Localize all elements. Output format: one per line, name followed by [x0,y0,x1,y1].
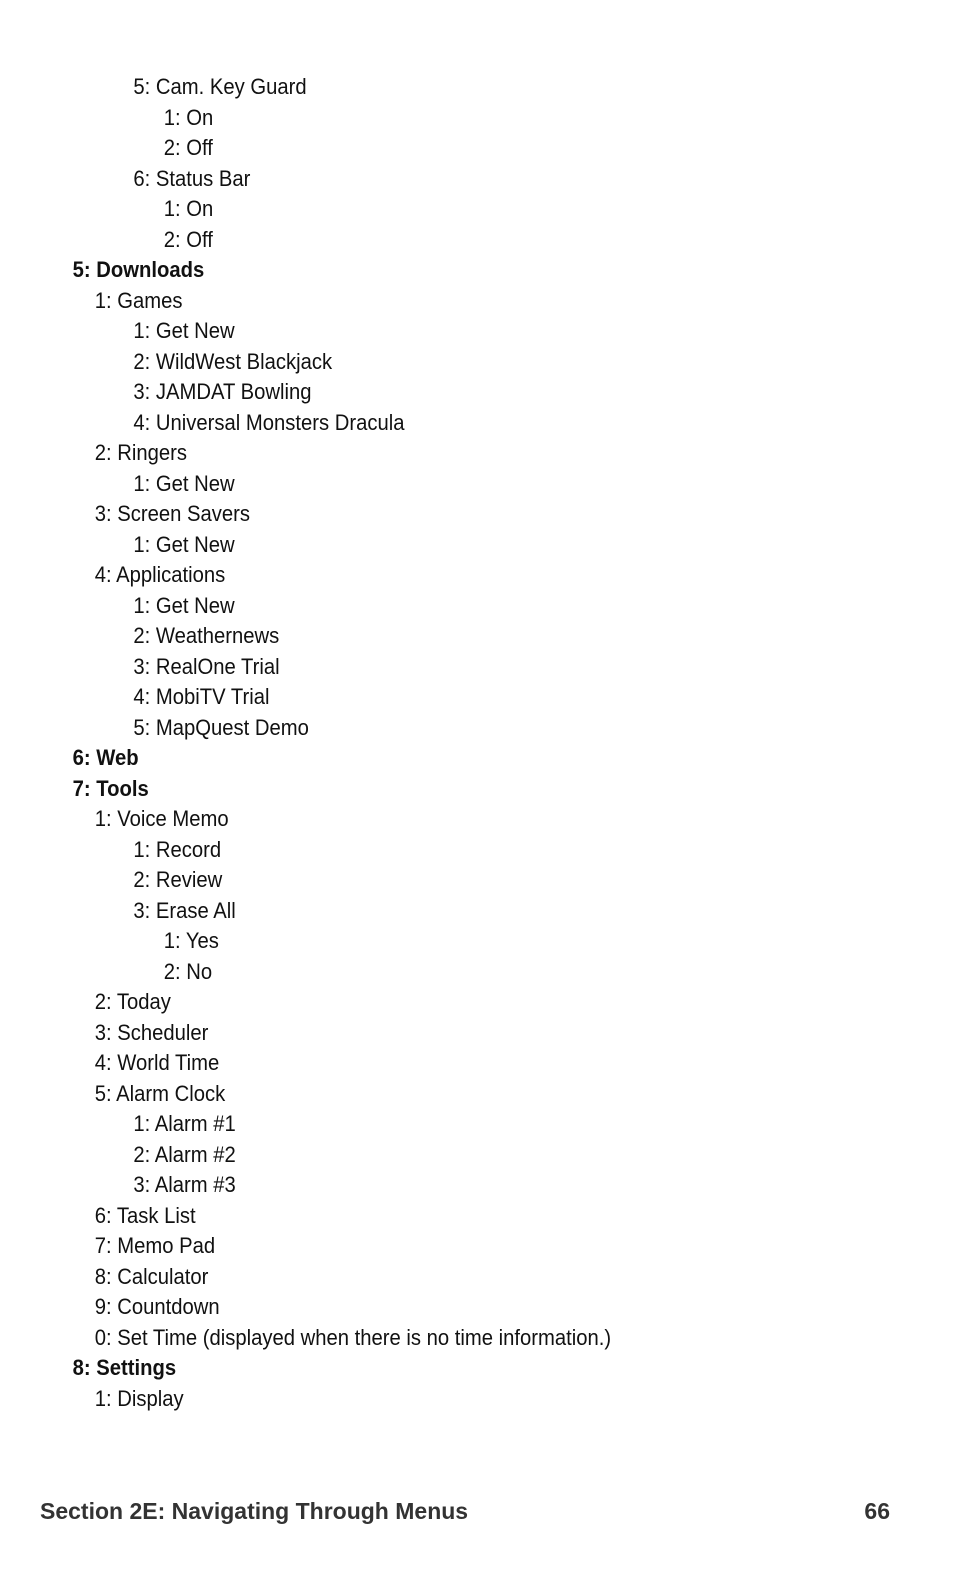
menu-item: 4: Applications [94,562,226,587]
menu-heading: 6: Web [72,745,139,770]
menu-item: 9: Countdown [94,1294,220,1319]
menu-item: 1: Display [94,1385,184,1411]
page-footer [40,1494,890,1528]
menu-item: 0: Set Time (displayed when there is no time information.) [94,1324,612,1350]
menu-heading: 8: Settings [72,1355,177,1380]
menu-item: 8: Calculator [94,1263,209,1289]
menu-item: 2: Today [94,989,171,1014]
menu-item: 5: Alarm Clock [94,1080,226,1106]
menu-item: 3: Screen Savers [94,501,251,526]
menu-item: 1: Get New [133,318,235,343]
menu-item: 1: Games [94,287,183,313]
menu-item: 2: Off [163,135,213,160]
menu-item: 3: Erase All [133,897,236,923]
menu-item: 2: Review [133,867,223,892]
menu-item: 1: Yes [163,928,219,953]
menu-heading: 7: Tools [72,775,149,801]
menu-outline [0,72,954,1414]
menu-item: 2: Ringers [94,440,188,465]
footer-section-title: Section 2E: Navigating Through Menus [40,1498,469,1524]
menu-item: 1: Get New [133,531,235,557]
menu-heading: 5: Downloads [72,257,205,282]
menu-item: 1: Get New [133,470,235,496]
menu-item: 2: Alarm #2 [133,1141,236,1167]
menu-item: 1: On [163,196,214,221]
menu-item: 3: JAMDAT Bowling [133,379,312,404]
page-number: 66 [864,1498,890,1524]
menu-item: 2: WildWest Blackjack [133,348,333,374]
menu-item: 2: Off [163,226,213,252]
menu-item: 5: MapQuest Demo [133,714,309,740]
menu-item: 5: Cam. Key Guard [133,74,307,99]
menu-item: 1: Alarm #1 [133,1111,236,1136]
menu-item: 7: Memo Pad [94,1233,216,1258]
menu-item: 6: Task List [94,1202,196,1228]
menu-item: 3: RealOne Trial [133,653,280,679]
menu-item: 4: Universal Monsters Dracula [133,409,405,435]
menu-item: 4: World Time [94,1050,220,1075]
menu-item: 3: Alarm #3 [133,1172,236,1197]
menu-item: 3: Scheduler [94,1019,209,1045]
menu-item: 1: Record [133,836,222,862]
menu-item: 1: Get New [133,592,235,618]
menu-item: 1: On [163,104,214,130]
menu-item: 6: Status Bar [133,165,251,191]
menu-item: 2: Weathernews [133,623,280,648]
menu-item: 2: No [163,958,213,984]
menu-item: 1: Voice Memo [94,806,229,831]
menu-item: 4: MobiTV Trial [133,684,270,709]
